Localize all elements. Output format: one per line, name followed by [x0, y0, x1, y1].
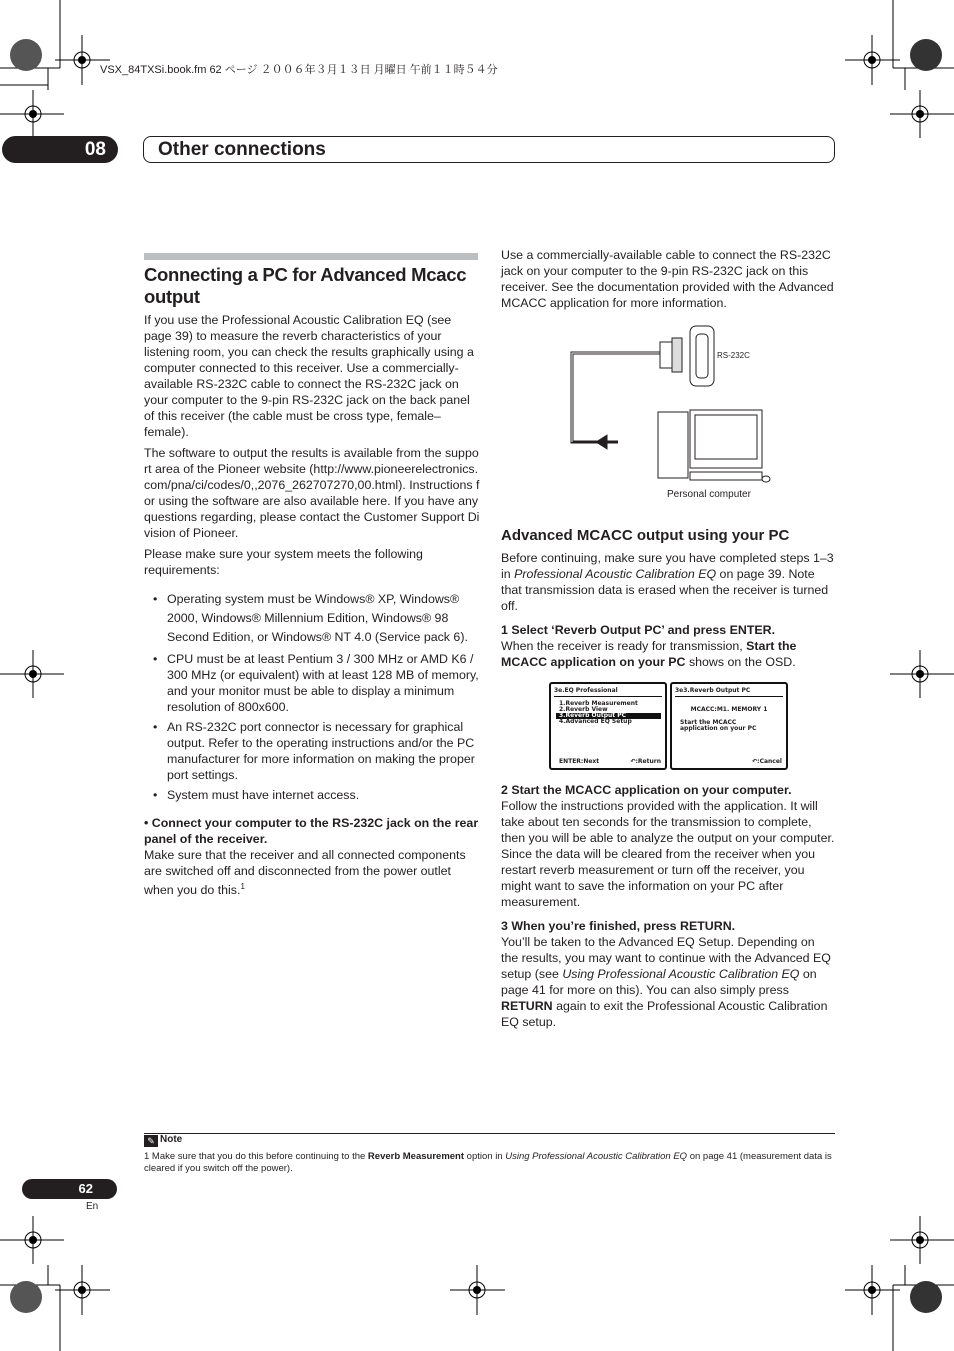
osd-memory: MCACC:M1. MEMORY 1: [690, 706, 768, 713]
osd-title: 3e.EQ Professional: [554, 687, 662, 697]
text: on page 41 for more on this). You can also simply press: [501, 967, 817, 997]
connection-diagram: [560, 320, 780, 490]
text: option in: [464, 1151, 506, 1162]
rs232c-port-icon: [690, 326, 714, 386]
text: Using Professional Acoustic Calibration EQ: [562, 967, 800, 981]
text: Start the MCACC application on your PC: [501, 639, 797, 669]
osd-item: 2.Reverb View: [559, 706, 608, 713]
paragraph: [501, 934, 835, 1030]
chapter-number: 08: [2, 136, 118, 163]
port-label: RS-232C: [717, 351, 750, 360]
paragraph: The software to output the results is available from the support area of the Pioneer website (http://www.pioneerelectronics.com/pna/ci/codes/0,,2076_262707270,00.html). Instructions for using the software are also available here. If you have any questions regarding, please contact the Customer Support Division of Pioneer.: [144, 446, 480, 540]
text: Before continuing, make sure you have completed steps 1–3 in: [501, 551, 834, 581]
osd-screen-eq-professional: [549, 682, 667, 770]
text: RETURN: [501, 999, 553, 1013]
note-rule: [144, 1133, 835, 1134]
step-heading: • Connect your computer to the RS-232C jack on the rear panel of the receiver.: [144, 816, 479, 846]
list-item: • Operating system must be Windows® XP, Windows® 2000, Windows® Millennium Edition, Windows® 98 Second Edition, or Windows® NT 4.0 (Service pack 6).: [144, 590, 480, 647]
osd-hint: ENTER:Next: [559, 758, 600, 765]
osd-hint: ↶:Return: [630, 758, 661, 765]
list-item: • CPU must be at least Pentium 3 / 300 MHz or AMD K6 / 300 MHz (or equivalent) with at least 128 MB of memory, and your monitor must be able to display a minimum resolution of 800x600.: [144, 651, 480, 715]
pc-label: Personal computer: [667, 489, 751, 500]
footnote: [144, 1151, 834, 1175]
paragraph: [501, 638, 835, 670]
note-icon: ✎: [144, 1135, 158, 1147]
osd-item: 4.Advanced EQ Setup: [559, 718, 632, 725]
paragraph-text: Make sure that the receiver and all connected components are switched off and disconnected from the power outlet when you do this.: [144, 848, 466, 898]
osd-hint: ↶:Cancel: [752, 758, 782, 765]
arrow-icon: [598, 437, 618, 447]
osd-item-selected: 3.Reverb Output PC: [556, 713, 661, 719]
text: on page 39. Note that transmission data is erased when the receiver is turned off.: [501, 567, 829, 613]
page-number: 62: [22, 1179, 117, 1199]
footnote-ref[interactable]: 1: [240, 882, 245, 891]
text: again to exit the Professional Acoustic Calibration EQ setup.: [501, 999, 828, 1029]
language-label: En: [86, 1201, 99, 1212]
paragraph: Follow the instructions provided with the application. It will take about ten seconds for the transmission to complete, then you will be able to analyze the output on your computer. Since the data will be cleared from the receiver when you restart reverb measurement or turn off the receiver, you might want to save the information on your PC after measurement.: [501, 799, 835, 909]
text: shows on the OSD.: [685, 655, 796, 669]
paragraph: If you use the Professional Acoustic Calibration EQ (see page 39) to measure the reverb characteristics of your listening room, you can check the results graphically using a computer connected to this receiver. Use a commercially-available RS-232C cable to connect the RS-232C jack on your computer to the 9-pin RS-232C jack on the back panel of this receiver (the cable must be cross type, female–female).: [144, 313, 474, 439]
paragraph: Please make sure your system meets the following requirements:: [144, 547, 423, 577]
paragraph: Use a commercially-available cable to connect the RS-232C jack on your computer to the 9-pin RS-232C jack on this receiver. See the documentation provided with the Advanced MCACC application for more information.: [501, 248, 834, 310]
note-label: Note: [160, 1134, 183, 1145]
text: You’ll be taken to the Advanced EQ Setup. Depending on the results, you may want to continue with the Advanced EQ setup (see: [501, 935, 831, 981]
osd-screen-reverb-output: [670, 682, 788, 770]
section-rule: [144, 253, 478, 260]
text: 1 Make sure that you do this before continuing to the: [144, 1151, 368, 1162]
paragraph: [501, 550, 835, 614]
list-item: • System must have internet access.: [144, 787, 480, 803]
chapter-title: Other connections: [143, 136, 835, 163]
text: Using Professional Acoustic Calibration EQ: [505, 1151, 688, 1162]
osd-item: 1.Reverb Measurement: [559, 700, 638, 707]
step-heading: 2 Start the MCACC application on your computer.: [501, 783, 792, 797]
text: When the receiver is ready for transmission,: [501, 639, 747, 653]
paragraph: [144, 847, 480, 898]
pc-tower-icon: [658, 412, 688, 478]
step-heading: 3 When you’re finished, press RETURN.: [501, 919, 736, 933]
osd-title: 3e3.Reverb Output PC: [675, 687, 783, 697]
osd-message: Start the MCACC application on your PC: [680, 719, 757, 732]
section-heading: Connecting a PC for Advanced Mcacc output: [144, 264, 467, 307]
list-item: • An RS-232C port connector is necessary for graphical output. Refer to the operating instructions and/or the PC manufacturer for more information on making the proper port settings.: [144, 719, 480, 783]
text: Reverb Measurement: [367, 1151, 465, 1162]
text: on page 41 (measurement data is cleared if you switch off the power).: [144, 1151, 832, 1174]
step-heading: 1 Select ‘Reverb Output PC’ and press ENTER.: [501, 623, 776, 637]
print-header: VSX_84TXSi.book.fm 62 ページ ２００６年３月１３日 月曜日 午前１１時５４分: [100, 64, 498, 76]
requirements-list: [144, 590, 480, 803]
subsection-heading: Advanced MCACC output using your PC: [501, 527, 790, 544]
text: Professional Acoustic Calibration EQ: [514, 567, 717, 581]
